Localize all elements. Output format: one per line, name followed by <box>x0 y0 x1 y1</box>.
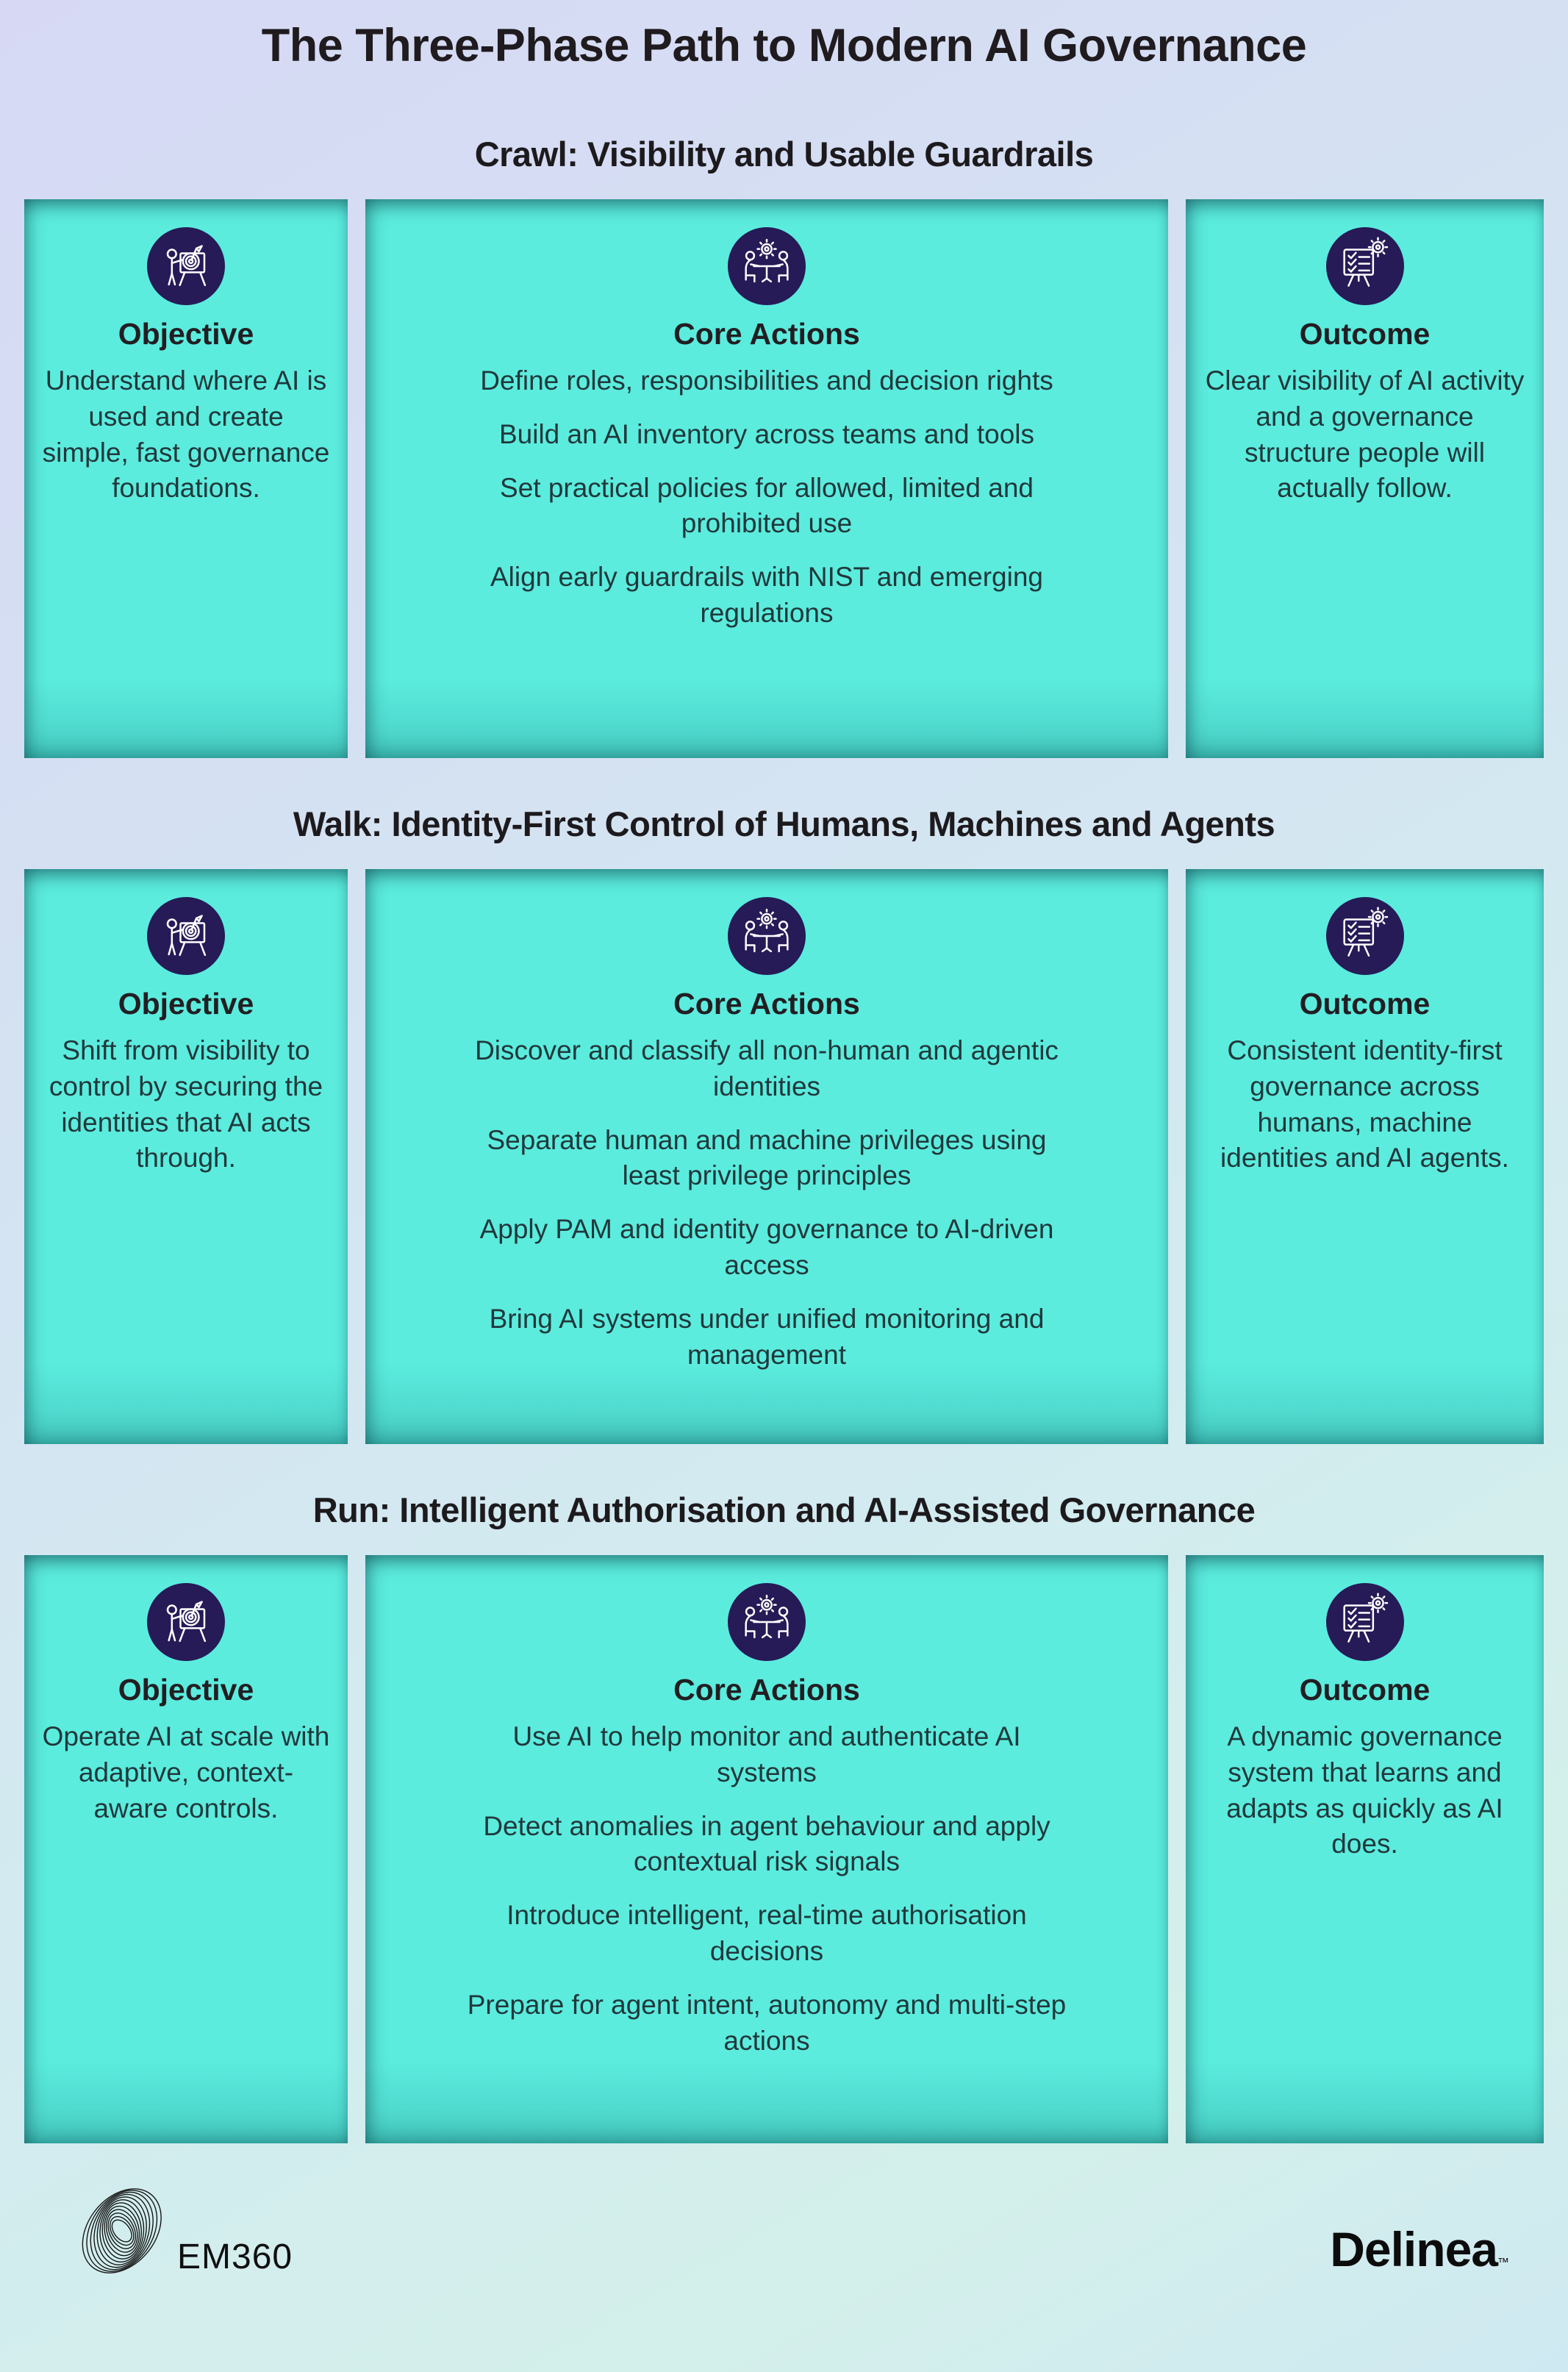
card-text: A dynamic governance system that learns and adapts as quickly as AI does. <box>1226 1721 1503 1860</box>
delinea-label: Delinea <box>1330 2222 1497 2276</box>
card-body <box>1203 1033 1526 1194</box>
card-text: Operate AI at scale with adaptive, context-aware controls. <box>42 1721 330 1823</box>
card-body <box>42 363 330 524</box>
card-title: Objective <box>118 317 254 351</box>
card-body <box>465 1719 1068 2077</box>
presentation-target-icon <box>147 1583 225 1661</box>
card-text: Apply PAM and identity governance to AI-driven access <box>479 1214 1054 1281</box>
people-meeting-gear-icon <box>728 1583 806 1661</box>
footer <box>24 2143 1544 2296</box>
people-meeting-gear-icon <box>728 227 806 305</box>
card-body <box>465 363 1068 649</box>
card-title: Outcome <box>1299 317 1431 351</box>
card-text: Set practical policies for allowed, limited and prohibited use <box>500 472 1034 539</box>
card-text: Consistent identity-first governance across humans, machine identities and AI agents. <box>1220 1035 1509 1174</box>
card-title: Objective <box>118 1673 254 1707</box>
em360-label: EM360 <box>177 2237 293 2276</box>
page-title: The Three-Phase Path to Modern AI Governance <box>261 20 1307 71</box>
card-title: Objective <box>118 987 254 1021</box>
card-run-core-actions <box>365 1555 1168 2143</box>
card-run-outcome <box>1186 1555 1544 2143</box>
section-heading-crawl: Crawl: Visibility and Usable Guardrails <box>474 135 1094 174</box>
people-meeting-gear-icon <box>728 897 806 975</box>
card-walk-outcome <box>1186 869 1544 1444</box>
card-text: Shift from visibility to control by securing the identities that AI acts through. <box>49 1035 323 1174</box>
card-text: Build an AI inventory across teams and tools <box>498 418 1035 449</box>
card-title: Core Actions <box>673 987 860 1021</box>
card-row-walk <box>24 869 1544 1444</box>
infographic <box>0 19 1568 2296</box>
card-text: Align early guardrails with NIST and emerging regulations <box>490 562 1043 629</box>
card-text: Introduce intelligent, real-time authorisation decisions <box>506 1900 1027 1967</box>
card-body <box>465 1033 1068 1391</box>
card-text: Discover and classify all non-human and agentic identities <box>475 1035 1059 1101</box>
card-row-run <box>24 1555 1544 2143</box>
card-title: Outcome <box>1299 987 1431 1021</box>
card-body <box>1203 363 1526 524</box>
card-title: Outcome <box>1299 1673 1431 1707</box>
em360-logo <box>62 2164 293 2296</box>
presentation-target-icon <box>147 897 225 975</box>
card-text: Define roles, responsibilities and decision rights <box>480 365 1053 396</box>
presentation-target-icon <box>147 227 225 305</box>
card-text: Clear visibility of AI activity and a governance structure people will actually follow. <box>1205 365 1525 504</box>
card-text: Detect anomalies in agent behaviour and apply contextual risk signals <box>483 1810 1050 1877</box>
card-text: Prepare for agent intent, autonomy and multi-step actions <box>467 1989 1067 2056</box>
card-crawl-objective <box>24 199 348 758</box>
card-text: Separate human and machine privileges using least privilege principles <box>487 1124 1047 1191</box>
card-title: Core Actions <box>673 1673 860 1707</box>
card-text: Use AI to help monitor and authenticate AI systems <box>512 1721 1021 1787</box>
card-run-objective <box>24 1555 348 2143</box>
section-heading-walk: Walk: Identity-First Control of Humans, Machines and Agents <box>293 804 1275 843</box>
section-heading-run: Run: Intelligent Authorisation and AI-Assisted Governance <box>312 1490 1256 1529</box>
card-walk-objective <box>24 869 348 1444</box>
card-text: Bring AI systems under unified monitoring and management <box>489 1303 1045 1370</box>
card-body <box>42 1719 330 1844</box>
checklist-gear-icon <box>1326 227 1404 305</box>
checklist-gear-icon <box>1326 1583 1404 1661</box>
card-row-crawl <box>24 199 1544 758</box>
delinea-logo <box>1330 2221 1508 2277</box>
card-walk-core-actions <box>365 869 1168 1444</box>
card-crawl-outcome <box>1186 199 1544 758</box>
delinea-trademark: ™ <box>1497 2257 1508 2269</box>
checklist-gear-icon <box>1326 897 1404 975</box>
card-title: Core Actions <box>673 317 860 351</box>
card-crawl-core-actions <box>365 199 1168 758</box>
card-body <box>42 1033 330 1194</box>
card-body <box>1203 1719 1526 1880</box>
card-text: Understand where AI is used and create simple, fast governance foundations. <box>42 365 330 504</box>
em360-spiral-icon <box>62 2164 187 2296</box>
